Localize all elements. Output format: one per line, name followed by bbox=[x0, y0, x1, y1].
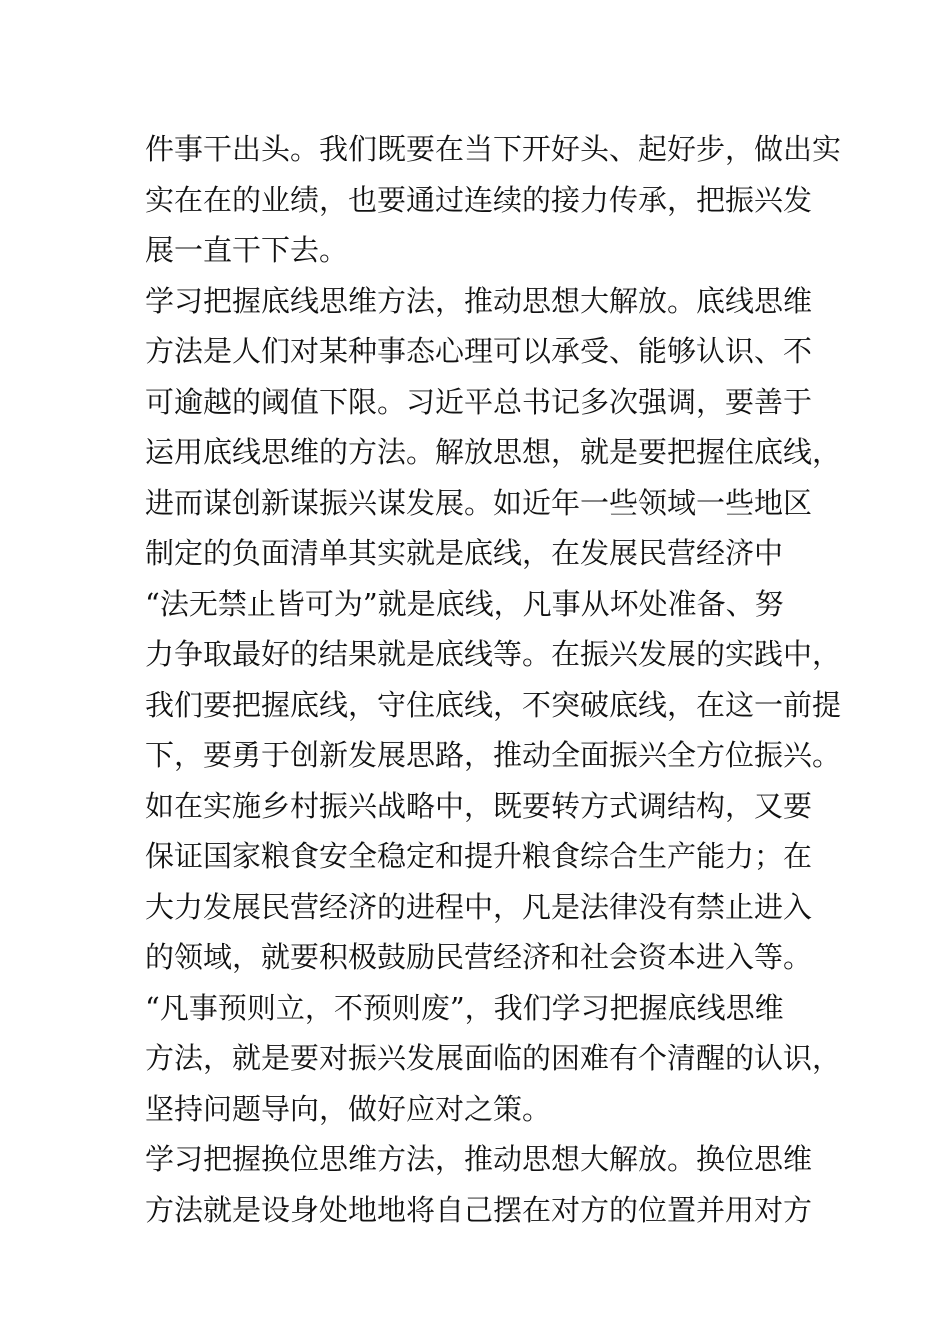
text-line: 可逾越的阈值下限。习近平总书记多次强调，要善于 bbox=[145, 384, 813, 419]
text-line: 件事干出头。我们既要在当下开好头、起好步，做出实 bbox=[145, 132, 842, 166]
text-line: 学习把握换位思维方法，推动思想大解放。换位思维 bbox=[145, 1142, 813, 1176]
text-line: 方法，就是要对振兴发展面临的困难有个清醒的认识， bbox=[145, 1041, 842, 1075]
text-line: 如在实施乡村振兴战略中，既要转方式调结构，又要 bbox=[145, 788, 813, 823]
text-line: 坚持问题导向，做好应对之策。 bbox=[145, 1091, 552, 1126]
text-line: 保证国家粮食安全稳定和提升粮食综合生产能力；在 bbox=[145, 839, 813, 873]
text-line: 学习把握底线思维方法，推动思想大解放。底线思维 bbox=[145, 283, 813, 318]
text-line: 力争取最好的结果就是底线等。在振兴发展的实践中， bbox=[145, 637, 842, 671]
text-line: “法无禁止皆可为”就是底线，凡事从坏处准备、努 bbox=[145, 586, 784, 621]
text-line: 进而谋创新谋振兴谋发展。如近年一些领域一些地区 bbox=[145, 485, 813, 520]
body-text bbox=[145, 124, 845, 1235]
text-line: 运用底线思维的方法。解放思想，就是要把握住底线， bbox=[145, 435, 842, 469]
text-line: 制定的负面清单其实就是底线，在发展民营经济中 bbox=[145, 536, 784, 570]
text-line: 我们要把握底线，守住底线，不突破底线，在这一前提 bbox=[145, 687, 842, 722]
text-line: 的领域，就要积极鼓励民营经济和社会资本进入等。 bbox=[145, 940, 813, 974]
text-line: 方法就是设身处地地将自己摆在对方的位置并用对方 bbox=[145, 1192, 813, 1227]
text-line: 展一直干下去。 bbox=[145, 233, 349, 267]
text-line: 实在在的业绩，也要通过连续的接力传承，把振兴发 bbox=[145, 182, 813, 217]
text-line: 下，要勇于创新发展思路，推动全面振兴全方位振兴。 bbox=[145, 738, 842, 772]
text-line: 方法是人们对某种事态心理可以承受、能够认识、不 bbox=[145, 334, 813, 368]
text-line: 大力发展民营经济的进程中，凡是法律没有禁止进入 bbox=[145, 889, 813, 924]
text-line: “凡事预则立，不预则废”，我们学习把握底线思维 bbox=[145, 990, 784, 1025]
